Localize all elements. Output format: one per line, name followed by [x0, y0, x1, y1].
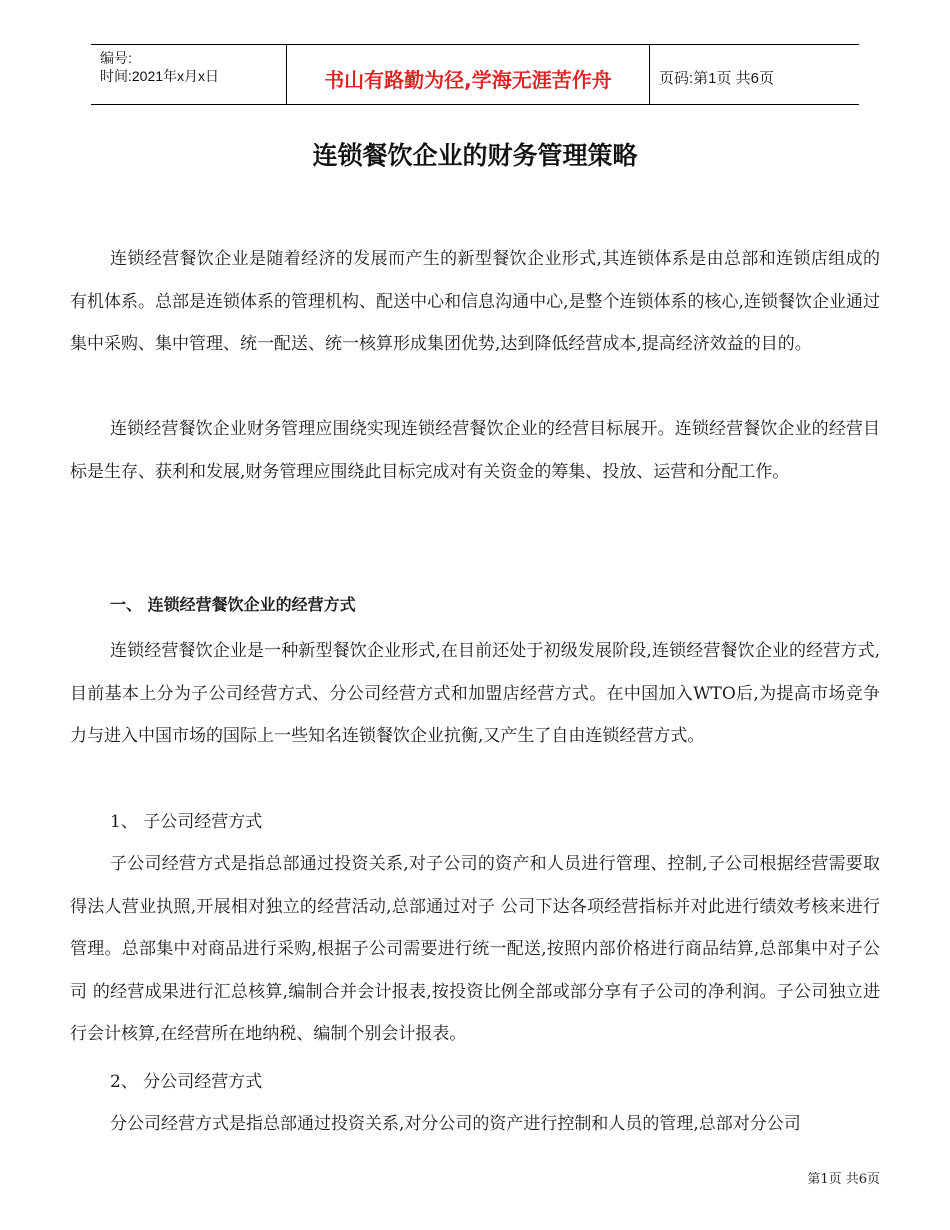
subheading-branch: 2、 分公司经营方式	[110, 1072, 263, 1092]
section-heading-1: 一、 连锁经营餐饮企业的经营方式	[110, 595, 356, 614]
paragraph-operations: 连锁经营餐饮企业是一种新型餐饮企业形式,在目前还处于初级发展阶段,连锁经营餐饮企业的经营方式,目前基本上分为子公司经营方式、分公司经营方式和加盟店经营方式。在中国加入WTO后,为提高市场竞争力与进入中国市场的国际上一些知名连锁餐饮企业抗衡,又产生了自由连锁经营方式。	[70, 641, 880, 746]
document-title: 连锁餐饮企业的财务管理策略	[312, 141, 638, 170]
serial-label: 编号:	[100, 50, 132, 66]
time-label: 时间:2021年x月x日	[100, 68, 220, 84]
paragraph-intro: 连锁经营餐饮企业是随着经济的发展而产生的新型餐饮企业形式,其连锁体系是由总部和连锁店组成的有机体系。总部是连锁体系的管理机构、配送中心和信息沟通中心,是整个连锁体系的核心,连锁餐饮企业通过集中采购、集中管理、统一配送、统一核算形成集团优势,达到降低经营成本,提高经济效益的目的。	[70, 249, 880, 354]
header-motto-cell	[286, 45, 650, 104]
subheading-subsidiary: 1、 子公司经营方式	[110, 812, 263, 832]
document-header	[91, 44, 859, 105]
paragraph-goal: 连锁经营餐饮企业财务管理应围绕实现连锁经营餐饮企业的经营目标展开。连锁经营餐饮企业的经营目标是生存、获利和发展,财务管理应围绕此目标完成对有关资金的筹集、投放、运营和分配工作。	[70, 419, 880, 482]
motto-text: 书山有路勤为径,学海无涯苦作舟	[324, 68, 612, 92]
header-meta-cell	[91, 45, 286, 104]
header-page-cell	[649, 45, 859, 104]
paragraph-subsidiary: 子公司经营方式是指总部通过投资关系,对子公司的资产和人员进行管理、控制,子公司根据经营需要取得法人营业执照,开展相对独立的经营活动,总部通过对子 公司下达各项经营指标并对此进行绩效考核来进行管理。总部集中对商品进行采购,根据子公司需要进行统一配送,按照内部价格进行商品结算,总部集中对子公司 的经营成果进行汇总核算,编制合并会计报表,按投资比例全部或部分享有子公司的净利润。子公司独立进行会计核算,在经营所在地纳税、编制个别会计报表。	[70, 854, 880, 1044]
page-label: 页码:第1页 共6页	[659, 70, 775, 87]
paragraph-branch: 分公司经营方式是指总部通过投资关系,对分公司的资产进行控制和人员的管理,总部对分公司	[110, 1114, 801, 1134]
page-footer: 第1页 共6页	[807, 1172, 880, 1187]
